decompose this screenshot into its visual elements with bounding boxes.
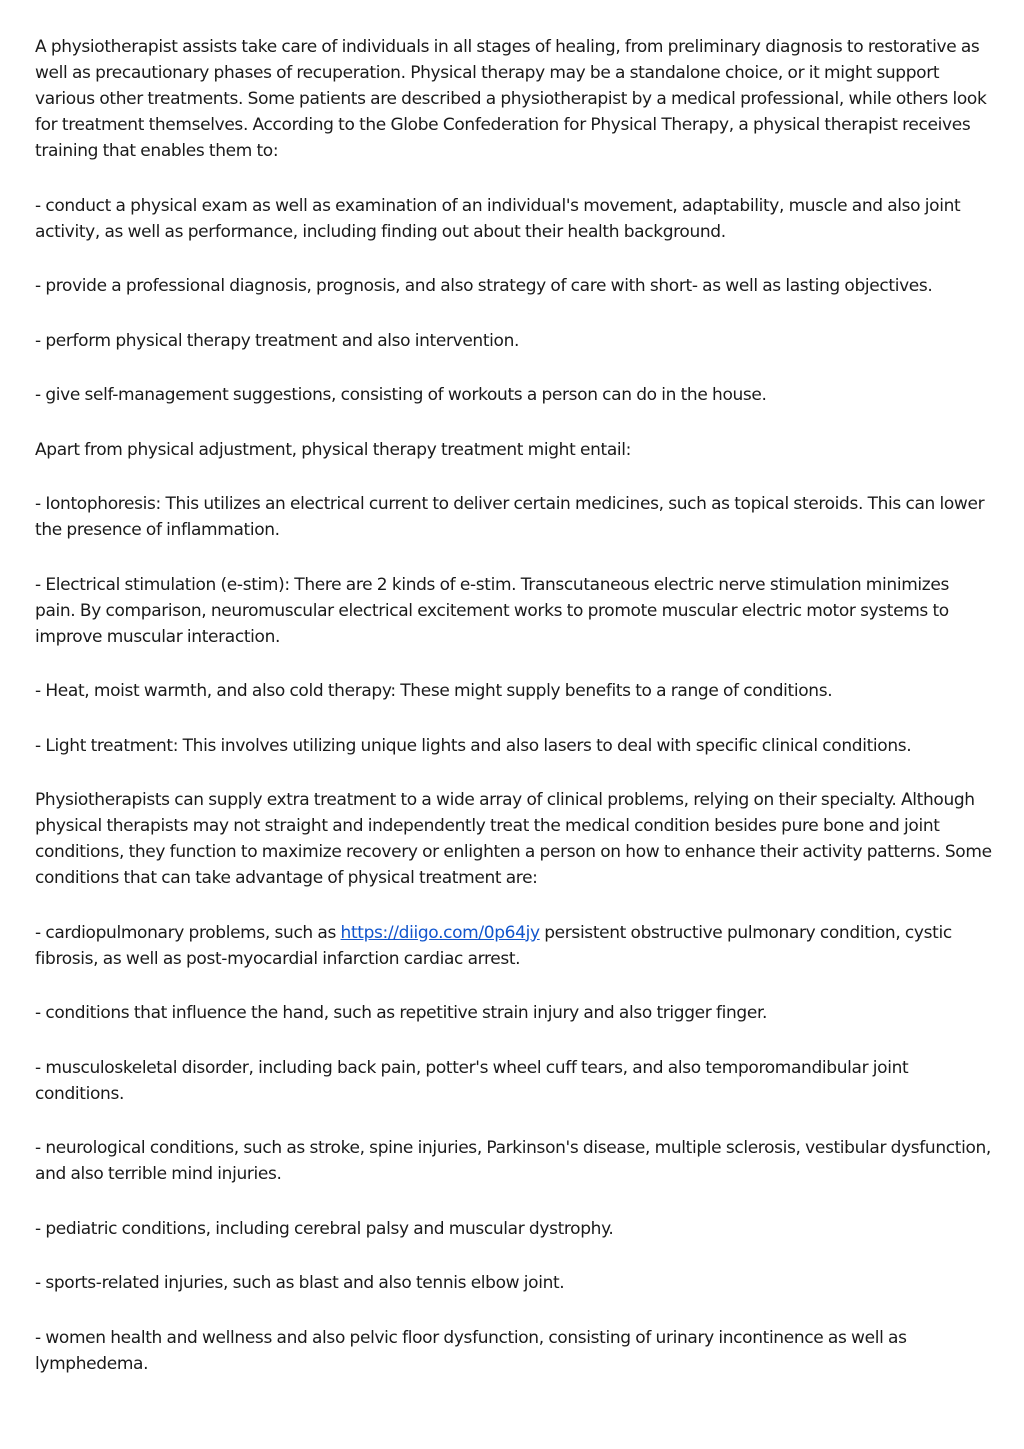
list-item-cardiopulmonary	[35, 920, 993, 972]
list-item-neurological: - neurological conditions, such as stroke, spine injuries, Parkinson's disease, multiple sclerosis, vestibular dysfunction, and also terrible mind injuries.	[35, 1138, 991, 1184]
list-item-electrical-stimulation: - Electrical stimulation (e-stim): There are 2 kinds of e-stim. Transcutaneous electric nerve stimulation minimizes pain. By comparison, neuromuscular electrical excitement works to promote muscular electric motor systems to improve muscular interaction.	[35, 574, 949, 647]
list-item-light: - Light treatment: This involves utilizing unique lights and also lasers to deal with specific clinical conditions.	[35, 735, 912, 756]
cardio-text-after: persistent obstructive pulmonary condition, cystic fibrosis, as well as post-myocardial infarction cardiac arrest.	[35, 922, 952, 969]
list-item-diagnosis: - provide a professional diagnosis, prognosis, and also strategy of care with short- as well as lasting objectives.	[35, 276, 933, 296]
paragraph-apart: Apart from physical adjustment, physical therapy treatment might entail:	[35, 439, 632, 460]
list-item-heat: - Heat, moist warmth, and also cold therapy: These might supply benefits to a range of conditions.	[35, 681, 833, 701]
paragraph-physio-extra: Physiotherapists can supply extra treatment to a wide array of clinical problems, relying on their specialty. Although physical therapists may not straight and independently treat the medical condition besides pure bone and joint conditions, they function to maximize recovery or enlighten a person on how to enhance their activity patterns. Some conditions that can take advantage of physical treatment are:	[35, 790, 992, 888]
list-item-pediatric: - pediatric conditions, including cerebral palsy and muscular dystrophy.	[35, 1218, 614, 1239]
paragraph-intro: A physiotherapist assists take care of individuals in all stages of healing, from preliminary diagnosis to restorative as well as precautionary phases of recuperation. Physical therapy may be a standalone choice, or it might support various other treatments. Some patients are described a physiotherapist by a medical professional, while others look for treatment themselves. According to the Globe Confederation for Physical Therapy, a physical therapist receives training that enables them to:	[35, 37, 987, 161]
list-item-women: - women health and wellness and also pelvic floor dysfunction, consisting of urinary incontinence as well as lymphedema.	[35, 1327, 907, 1374]
list-item-sports: - sports-related injuries, such as blast and also tennis elbow joint.	[35, 1273, 565, 1293]
list-item-self-management: - give self-management suggestions, consisting of workouts a person can do in the house.	[35, 385, 767, 405]
list-item-exam: - conduct a physical exam as well as examination of an individual's movement, adaptability, muscle and also joint activity, as well as performance, including finding out about their health background.	[35, 195, 961, 242]
list-item-iontophoresis: - Iontophoresis: This utilizes an electrical current to deliver certain medicines, such as topical steroids. This can lower the presence of inflammation.	[35, 494, 985, 540]
document-body	[35, 34, 993, 1405]
diigo-link[interactable]: https://diigo.com/0p64jy	[340, 922, 540, 943]
list-item-perform: - perform physical therapy treatment and also intervention.	[35, 330, 520, 351]
cardio-text-before: - cardiopulmonary problems, such as	[35, 922, 341, 943]
list-item-musculoskeletal: - musculoskeletal disorder, including back pain, potter's wheel cuff tears, and also temporomandibular joint conditions.	[35, 1057, 909, 1104]
list-item-hand: - conditions that influence the hand, such as repetitive strain injury and also trigger finger.	[35, 1003, 768, 1023]
